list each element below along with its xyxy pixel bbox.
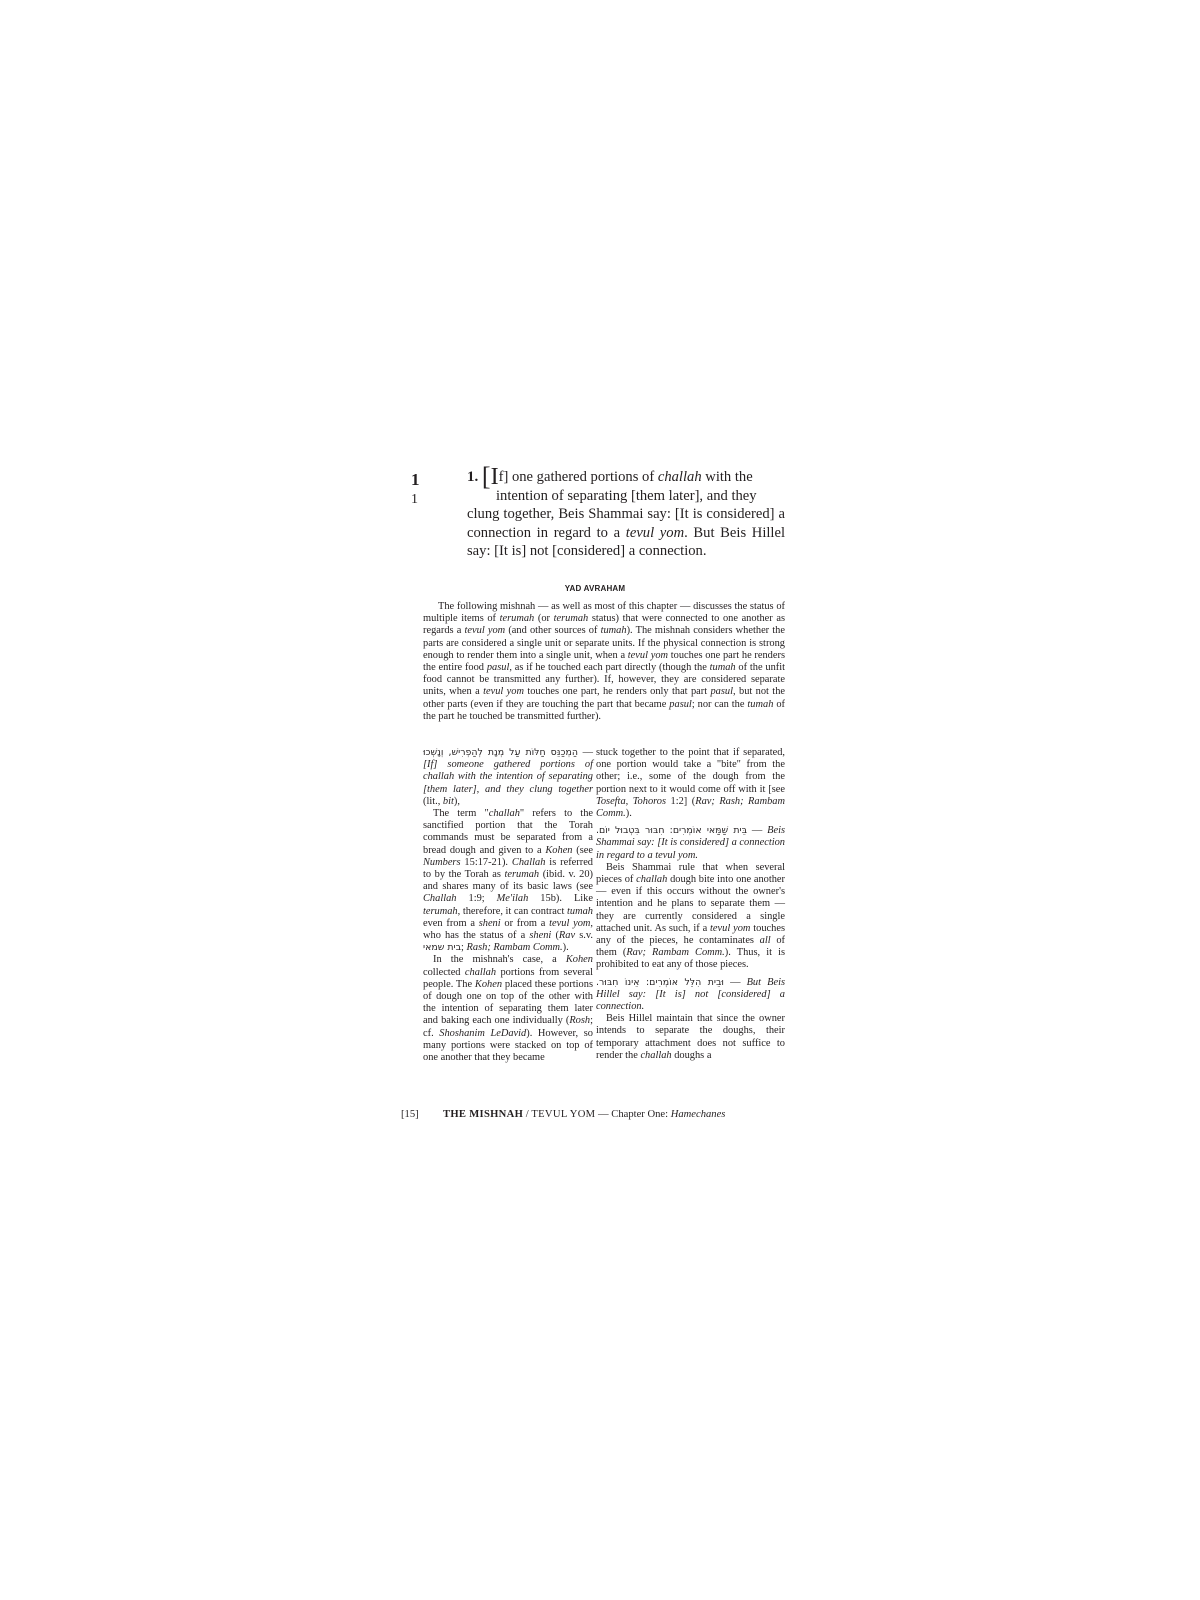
italic-term: Tosefta, Tohoros (596, 795, 667, 807)
hebrew-lemma: הַמְכַנֵּס חַלּוֹת עַל מְנָת לְהַפְרִישׁ, וְנָשְׁכוּ (423, 747, 578, 758)
text-run: touches one part, he renders only that part (523, 686, 711, 698)
text-run: ), (453, 795, 460, 807)
text-run: — (577, 747, 593, 758)
text-run: of them ( (596, 935, 785, 959)
italic-term: terumah (423, 905, 458, 917)
italic-term: Beis Shammai say: [It is considered] a connection in regard to a tevul yom. (596, 825, 786, 861)
italic-term: But Beis Hillel say: [It is] not [considered] a connection. (596, 976, 786, 1013)
italic-term: pasul (669, 698, 692, 710)
italic-term: Rash; Rambam Comm. (466, 942, 563, 954)
dash: — (595, 1109, 612, 1120)
text-run: In the mishnah's case, a (433, 954, 566, 966)
italic-term: bit (442, 795, 454, 807)
chapter-label: Chapter One: (611, 1109, 671, 1120)
text-run: ). (562, 942, 569, 954)
page-number: [15] (401, 1109, 419, 1120)
text-run: (ibid. v. 20) and shares many of its basic laws (see (423, 869, 593, 893)
lemma-heading (423, 747, 593, 808)
commentary-left-column (423, 747, 593, 1064)
text-run: ). Thus, it is prohibited to eat any of those pieces. (596, 947, 786, 971)
chapter-name: Hamechanes (670, 1109, 726, 1120)
italic-term: all (759, 935, 771, 947)
italic-term: tumah (600, 625, 627, 637)
italic-term: tevul yom (483, 686, 524, 698)
book-title: THE MISHNAH (443, 1109, 524, 1120)
italic-term: Kohen (474, 978, 503, 990)
commentary-paragraph (423, 808, 593, 954)
text-run: Beis Hillel maintain that since the owner intends to separate the doughs, their temporary attachment does not suffice to render the (596, 1013, 785, 1061)
italic-term: Numbers (423, 856, 461, 868)
text-run: ( (551, 930, 559, 942)
text-run: of the part he touched be transmitted further). (423, 698, 785, 722)
lemma-heading (596, 977, 785, 1014)
mishnah-number-margin: 1 (411, 492, 418, 507)
text-run: The term " (433, 808, 489, 820)
italic-term: Rav; Rash; Rambam Comm. (596, 795, 785, 820)
italic-term: tevul yom (627, 649, 669, 661)
commentary-intro (423, 601, 785, 723)
continued-paragraph (596, 747, 785, 820)
text-run: — (747, 825, 768, 837)
mishnah-text-part: with the (701, 469, 753, 485)
open-bracket: [ (481, 462, 491, 491)
mishnah-translation (467, 462, 786, 561)
commentary-right-column (596, 747, 785, 1062)
italic-term: sheni (478, 917, 501, 929)
text-run: ). The mishnah considers whether the parts are considered a single unit or separate units. If the physical connection is strong enough to render them into a single unit, when a (423, 625, 785, 661)
text-run: (and other sources of (505, 625, 601, 637)
title-separator: / (523, 1109, 532, 1120)
text-run: placed these portions of dough one on top of the other with the intention of separating them later and baking each one individually ( (423, 978, 593, 1027)
mishnah-text-part: f] one gathered portions of (498, 469, 658, 485)
text-run: The following mishnah — as well as most of this chapter — discusses the status of multiple items of (423, 601, 785, 625)
hebrew-lemma: וּבֵית הִלֵּל אוֹמְרִים: אֵינוֹ חִבּוּר. (596, 976, 724, 988)
text-run: doughs a (671, 1049, 712, 1061)
text-run: , who has the status of a (423, 917, 594, 942)
text-run: (see (572, 844, 593, 856)
italic-term: tumah (709, 662, 736, 674)
text-run: , but not the other parts (even if they are touching the part that became (423, 686, 786, 710)
text-run: ; cf. (423, 1015, 593, 1039)
italic-term: Kohen (565, 954, 593, 966)
italic-term: Challah (423, 893, 457, 905)
italic-term: Shoshanim LeDavid (439, 1027, 527, 1039)
italic-term: tevul yom (549, 917, 591, 929)
italic-term: challah (636, 874, 668, 886)
commentary-paragraph (596, 1013, 785, 1062)
text-run: dough bite into one another — even if this occurs without the owner's intention and he plans to separate them — they are currently considered a single attached unit. As such, if a (596, 874, 785, 934)
mishnah-italic-term: challah (657, 469, 702, 485)
italic-term: Kohen (545, 844, 573, 856)
text-run: collected (423, 966, 465, 978)
text-run: , as if he touched each part directly (though the (509, 662, 710, 674)
text-run: touches any of the pieces, he contaminates (596, 922, 785, 947)
text-run: s.v. (575, 930, 593, 942)
text-run: 1:9; (456, 893, 497, 905)
tractate-name: TEVUL YOM (531, 1109, 596, 1120)
mishnah-text-part: . But Beis Hillel say: [It is] not [considered] a connection. (467, 524, 786, 560)
text-run: 1:2] ( (666, 795, 696, 807)
italic-term: terumah (553, 613, 589, 625)
text-run: ). However, so many portions were stacked on top of one another that they became (423, 1027, 593, 1064)
running-footer (401, 1108, 791, 1122)
italic-term: Rav (558, 930, 576, 942)
text-run: stuck together to the point that if separated, one portion would take a "bite" from the other; i.e., some of the dough from the portion next to it would come off with it [see (596, 747, 785, 795)
italic-term: challah (464, 966, 497, 978)
italic-term: tevul yom (464, 625, 506, 637)
text-run: Beis Shammai rule that when several pieces of (596, 861, 785, 886)
italic-term: tevul yom (710, 922, 751, 934)
italic-term: terumah (504, 869, 540, 881)
italic-term: challah (488, 808, 520, 820)
lemma-heading (596, 825, 785, 862)
text-run: touches one part he renders the entire food (423, 649, 785, 674)
italic-term: Rosh (569, 1015, 591, 1027)
text-run: is referred to by the Torah as (423, 856, 593, 881)
italic-term: sheni (529, 930, 552, 942)
text-run: — (723, 976, 747, 988)
drop-cap: I (490, 464, 499, 490)
mishnah-number: 1. (467, 469, 479, 485)
italic-term: Me'ilah (496, 893, 529, 905)
commentary-paragraph (423, 954, 593, 1064)
text-run: of the unfit food cannot be transmitted any further). If, however, they are considered separate units, when a (423, 662, 785, 698)
italic-term: pasul (486, 662, 510, 674)
text-run: portions from several people. The (423, 966, 593, 990)
hebrew-lemma: בֵּית שַׁמַּאי אוֹמְרִים: חִבּוּר בִּטְבוּל יוֹם. (596, 825, 748, 837)
italic-term: tumah (747, 698, 774, 710)
text-run: (or (534, 613, 554, 625)
hebrew-lemma: בית שמאי (423, 942, 462, 954)
italic-term: Rav; Rambam Comm. (626, 947, 725, 959)
text-run: ; nor can the (691, 698, 748, 710)
text-run: status) that were connected to one another as regards a (423, 613, 785, 637)
italic-term: terumah (499, 613, 535, 625)
italic-term: pasul (710, 686, 734, 698)
text-run: or from a (500, 917, 550, 929)
mishnah-italic-term: tevul yom (625, 524, 685, 541)
text-run: 15:17-21). (460, 856, 512, 868)
commentary-title: YAD AVRAHAM (564, 584, 626, 593)
italic-term: tumah (567, 905, 593, 917)
chapter-number: 1 (411, 470, 420, 489)
text-run: , therefore, it can contract (457, 905, 568, 917)
italic-term: challah (640, 1049, 672, 1061)
text-run: " refers to the sanctified portion that the Torah commands must be separated from a bread dough and given to a (423, 808, 593, 856)
text-run: even from a (423, 917, 479, 929)
text-run: (lit., (423, 795, 443, 807)
italic-term: [If] someone gathered portions of challah with the intention of separating [them later], and they clung together (423, 759, 593, 795)
intro-paragraph (423, 601, 785, 723)
italic-term: Challah (511, 856, 546, 868)
text-run: 15b). Like (528, 893, 593, 905)
commentary-paragraph (596, 862, 785, 972)
text-run: ; (461, 942, 467, 954)
text-run: ). (625, 808, 632, 820)
mishnah-text-line: intention of separating [them later], and they (496, 487, 757, 504)
mishnah-text-part: clung together, Beis Shammai say: [It is considered] a connection in regard to a (467, 506, 785, 541)
